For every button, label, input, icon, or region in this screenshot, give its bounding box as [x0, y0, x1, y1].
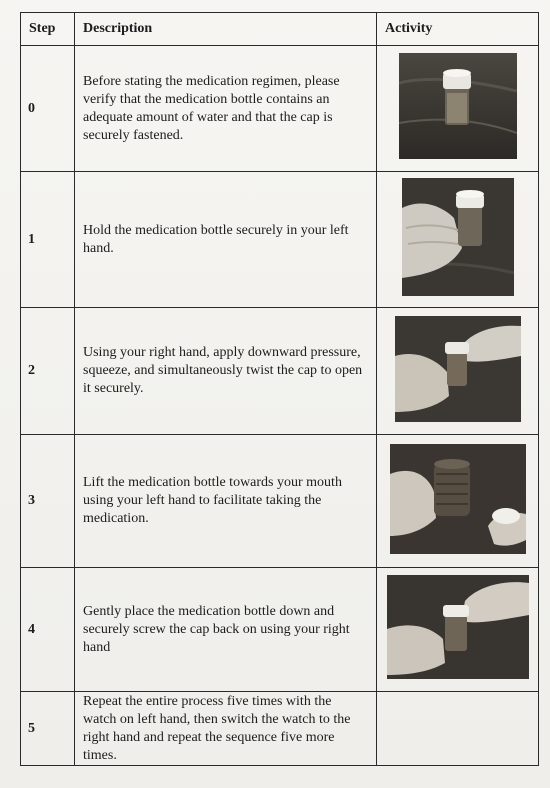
activity-cell-empty: [377, 692, 539, 766]
step-description: Using your right hand, apply downward pressure, squeeze, and simultaneously twist the cap to open it securely.: [75, 308, 377, 435]
table-header-row: [21, 13, 539, 46]
table-row: [21, 435, 539, 568]
table-row: [21, 692, 539, 766]
table-row: [21, 308, 539, 435]
step-number: 0: [21, 46, 75, 172]
header-step: Step: [21, 13, 75, 46]
table-row: [21, 172, 539, 308]
photo-lift-bottle-to-mouth: [390, 444, 526, 554]
step-number: 3: [21, 435, 75, 568]
header-activity: Activity: [377, 13, 539, 46]
photo-hold-bottle-left-hand: [402, 178, 514, 296]
step-number: 5: [21, 692, 75, 766]
table-row: [21, 46, 539, 172]
medication-steps-table: [20, 12, 539, 766]
table-row: [21, 568, 539, 692]
step-number: 2: [21, 308, 75, 435]
activity-cell: [377, 568, 539, 692]
step-description: Hold the medication bottle securely in your left hand.: [75, 172, 377, 308]
photo-twist-open-cap: [395, 316, 521, 422]
activity-cell: [377, 308, 539, 435]
activity-cell: [377, 435, 539, 568]
activity-cell: [377, 46, 539, 172]
step-description: Before stating the medication regimen, please verify that the medication bottle contains an adequate amount of water and that the cap is securely fastened.: [75, 46, 377, 172]
step-description: Gently place the medication bottle down and securely screw the cap back on using your right hand: [75, 568, 377, 692]
photo-screw-cap-back: [387, 575, 529, 679]
photo-bottle-on-table: [399, 53, 517, 159]
step-description: Repeat the entire process five times with the watch on left hand, then switch the watch to the right hand and repeat the sequence five more times.: [75, 692, 377, 766]
step-number: 4: [21, 568, 75, 692]
header-description: Description: [75, 13, 377, 46]
step-description: Lift the medication bottle towards your mouth using your left hand to facilitate taking the medication.: [75, 435, 377, 568]
activity-cell: [377, 172, 539, 308]
step-number: 1: [21, 172, 75, 308]
